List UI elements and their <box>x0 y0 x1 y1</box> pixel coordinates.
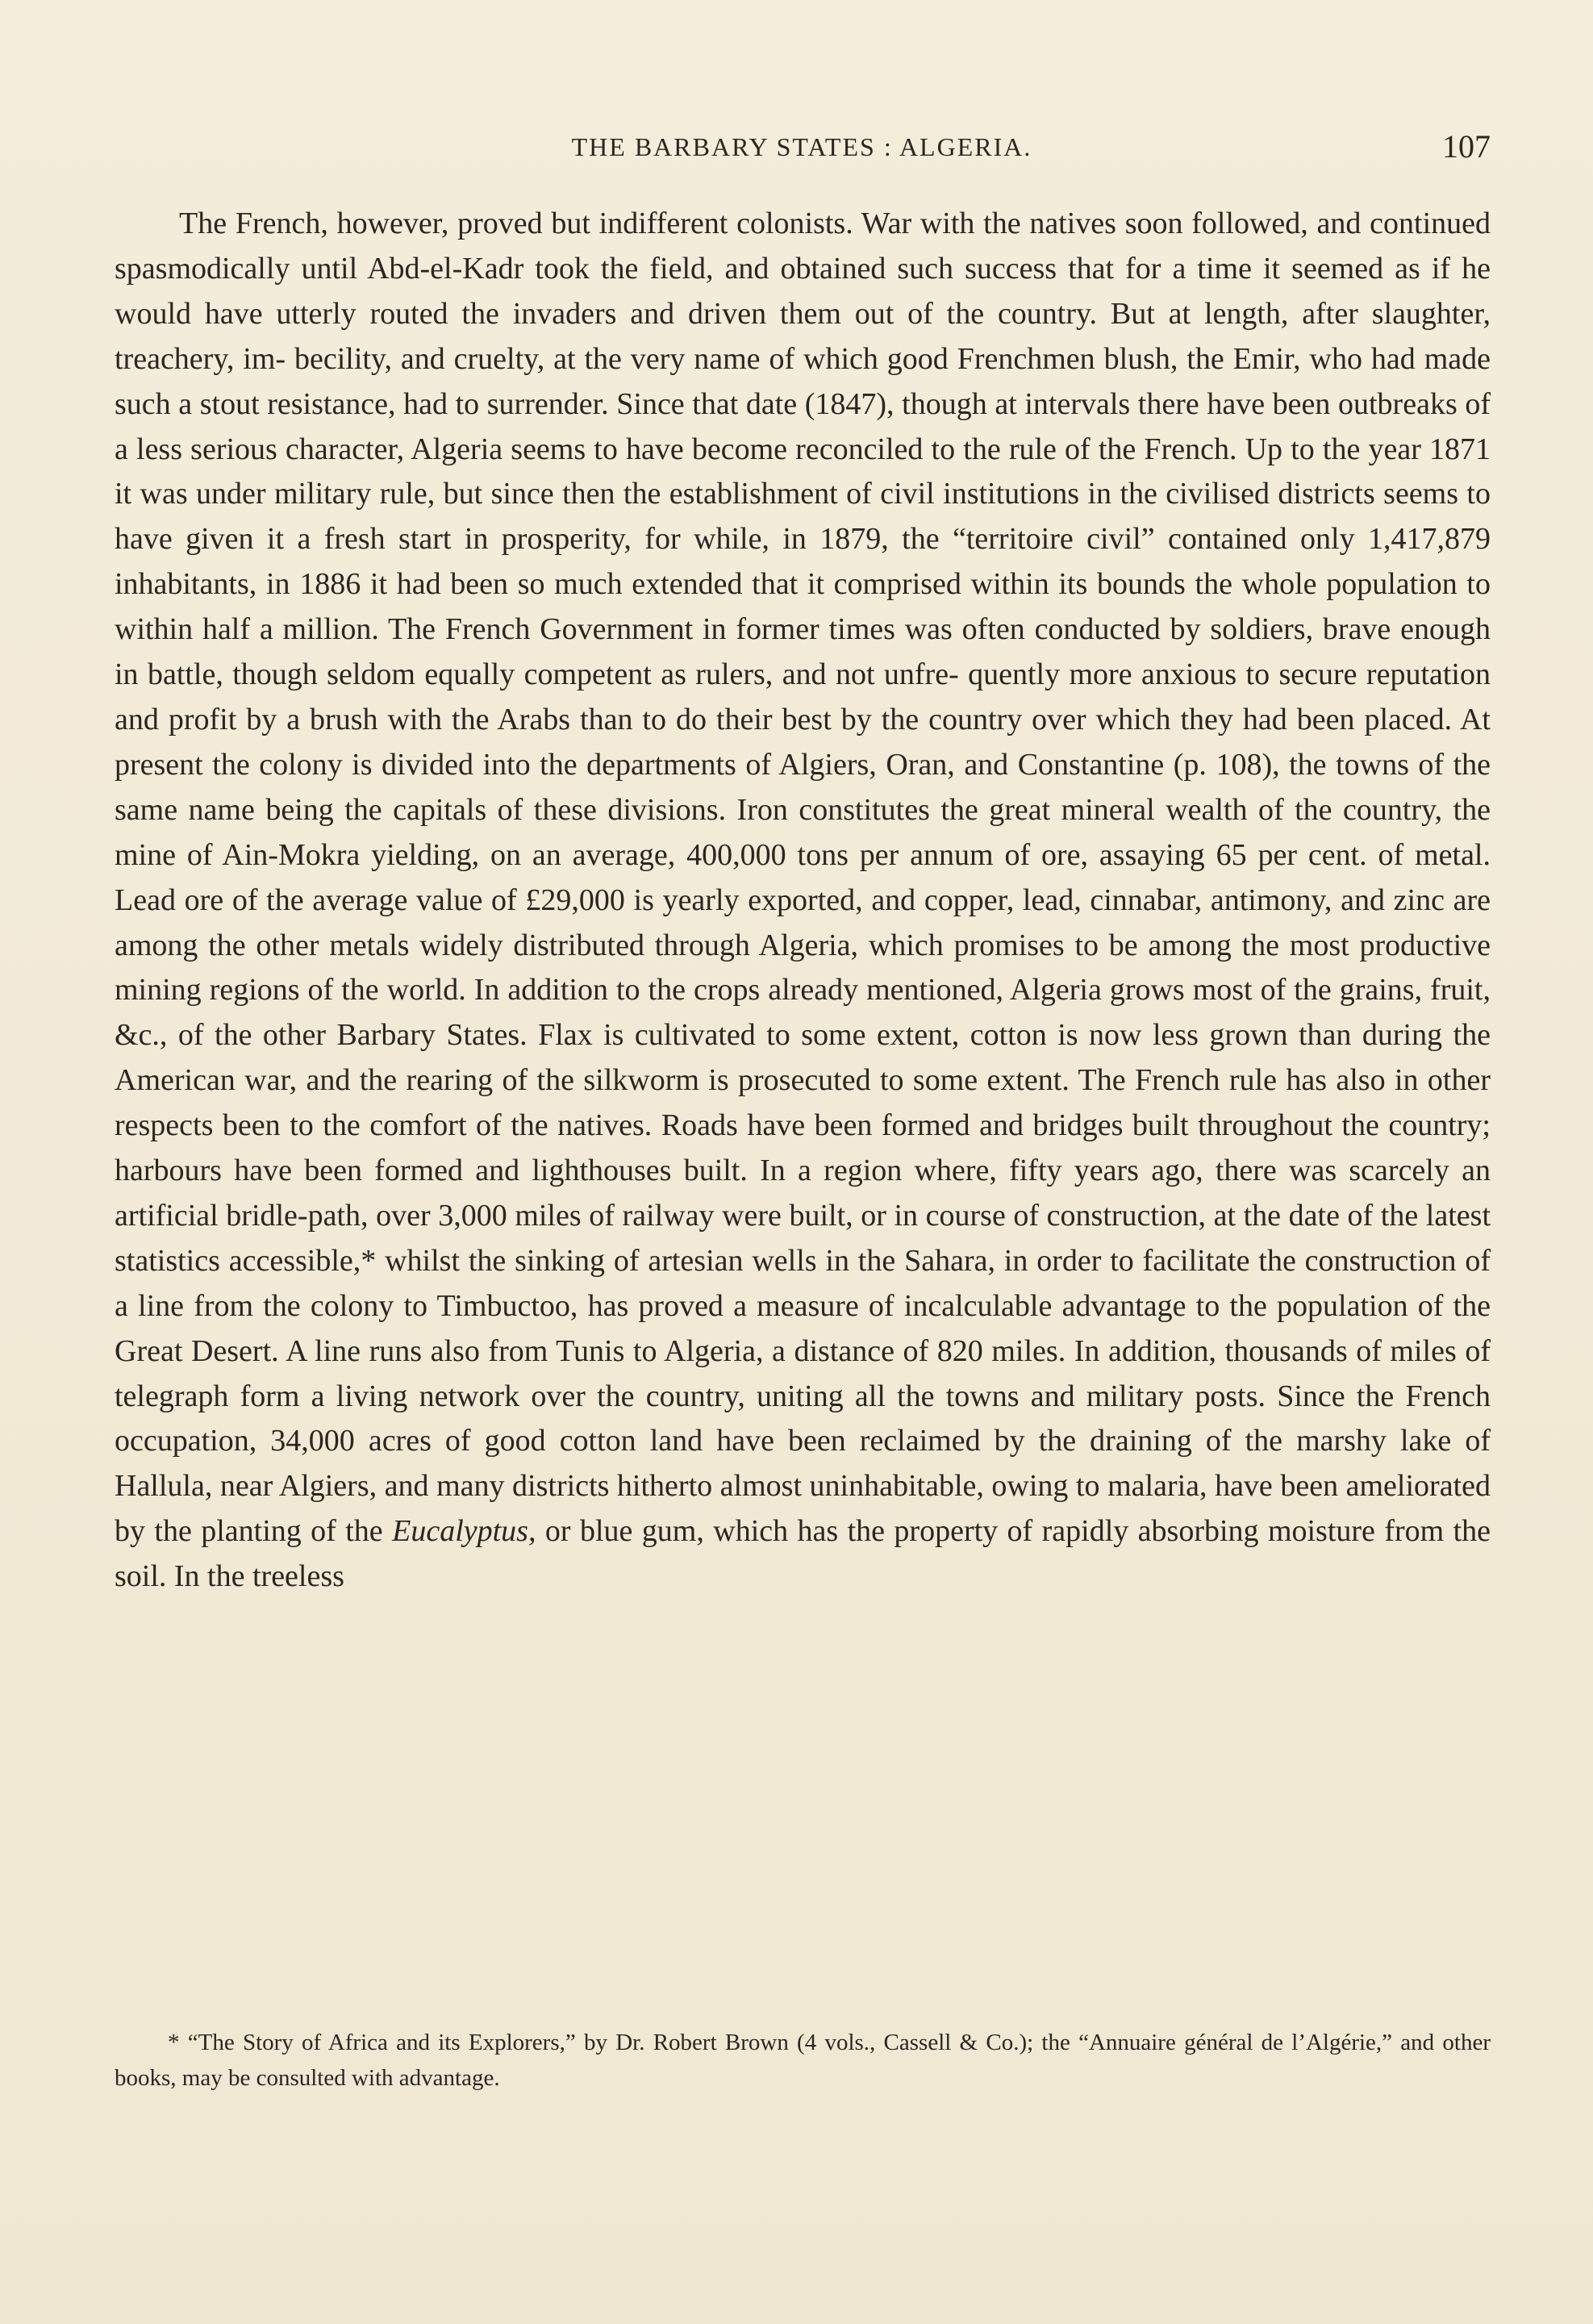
running-head <box>113 127 1491 168</box>
body-paragraph <box>115 202 1491 1600</box>
italic-term: Eucalyptus, <box>392 1514 536 1549</box>
page-number: 107 <box>1442 128 1491 165</box>
body-text-part2: or blue gum, which has the property of rapidly absorbing moisture from the soil. In the treeless <box>115 1514 1491 1594</box>
body-text-part1: The French, however, proved but indifferent colonists. War with the natives soon followed, and continued spasmodically until Abd-el-Kadr took the field, and obtained such success that for a time it seemed as if he would have utterly routed the invaders and driven them out of the country. But at length, after slaughter, treachery, im- becility, and cruelty, at the very name of which good Frenchmen blush, the Emir, who had made such a stout resistance, had to surrender. Since that date (1847), though at intervals there have been outbreaks of a less serious character, Algeria seems to have become reconciled to the rule of the French. Up to the year 1871 it was under military rule, but since then the establishment of civil institutions in the civilised districts seems to have given it a fresh start in prosperity, for while, in 1879, the “territoire civil” contained only 1,417,879 inhabitants, in 1886 it had been so much extended that it comprised within its bounds the whole population to within half a million. The French Government in former times was often conducted by soldiers, brave enough in battle, though seldom equally competent as rulers, and not unfre- quently more anxious to secure reputation and profit by a brush with the Arabs than to do their best by the country over which they had been placed. At present the colony is divided into the departments of Algiers, Oran, and Constantine (p. 108), the towns of the same name being the capitals of these divisions. Iron constitutes the great mineral wealth of the country, the mine of Ain-Mokra yielding, on an average, 400,000 tons per annum of ore, assaying 65 per cent. of metal. Lead ore of the average value of £29,000 is yearly exported, and copper, lead, cinnabar, antimony, and zinc are among the other metals widely distributed through Algeria, which promises to be among the most productive mining regions of the world. In addition to the crops already mentioned, Algeria grows most of the grains, fruit, &c., of the other Barbary States. Flax is cultivated to some extent, cotton is now less grown than during the American war, and the rearing of the silkworm is prosecuted to some extent. The French rule has also in other respects been to the comfort of the natives. Roads have been formed and bridges built throughout the country; harbours have been formed and lighthouses built. In a region where, fifty years ago, there was scarcely an artificial bridle-path, over 3,000 miles of railway were built, or in course of construction, at the date of the latest statistics accessible,* whilst the sinking of artesian wells in the Sahara, in order to facilitate the construction of a line from the colony to Timbuctoo, has proved a measure of incalculable advantage to the population of the Great Desert. A line runs also from Tunis to Algeria, a distance of 820 miles. In addition, thousands of miles of telegraph form a living network over the country, uniting all the towns and military posts. Since the French occupation, 34,000 acres of good cotton land have been reclaimed by the draining of the marshy lake of Hallula, near Algiers, and many districts hitherto almost uninhabitable, owing to malaria, have been ameliorated by the planting of the <box>115 207 1491 1549</box>
footnote: * “The Story of Africa and its Explorers,” by Dr. Robert Brown (4 vols., Cassell & Co.); the “Annuaire général de l’Algérie,” and other books, may be consulted with advantage. <box>115 2030 1491 2091</box>
running-title: THE BARBARY STATES : ALGERIA. <box>571 132 1032 161</box>
